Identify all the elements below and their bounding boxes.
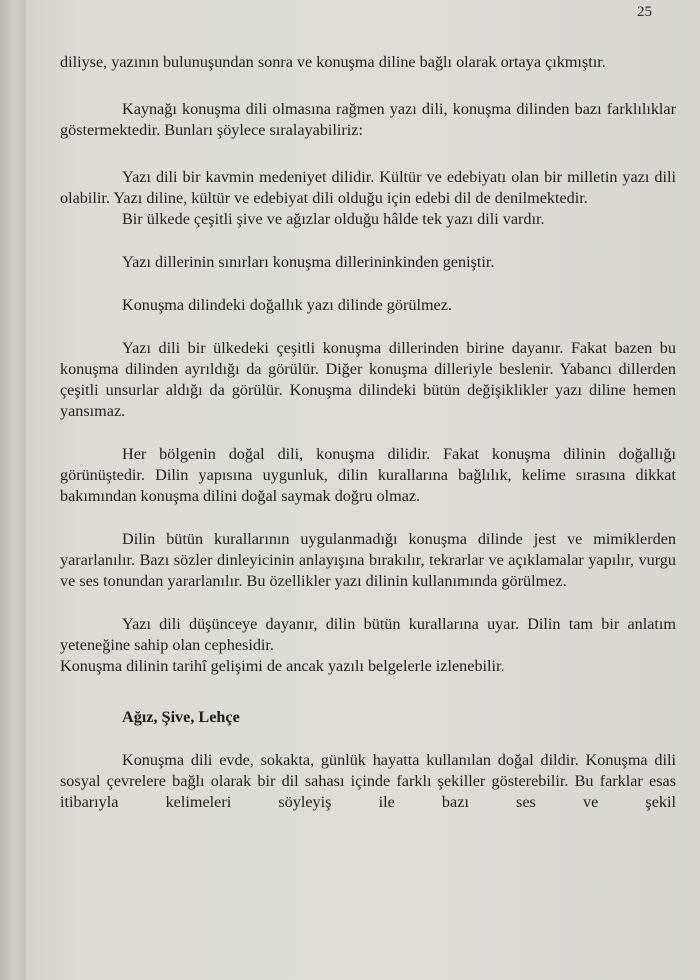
book-page — [26, 0, 700, 980]
paragraph-single-written: Bir ülkede çeşitli şive ve ağızlar olduğu hâlde tek yazı dili vardır. — [122, 210, 545, 228]
page-number: 25 — [637, 4, 652, 20]
paragraph-intro: Kaynağı konuşma dili olmasına rağmen yazı dili, konuşma dilinden bazı farklılıklar göstermektedir. Bunları şöylece sıralayabiliriz: — [60, 100, 676, 139]
paragraph-history: Konuşma dilinin tarihî gelişimi de ancak yazılı belgelerle izlenebilir. — [60, 657, 505, 675]
paragraph-gestures: Dilin bütün kurallarının uygulanmadığı konuşma dilinde jest ve mimiklerden yararlanılır. Bazı sözler dinleyicinin anlayışına bırakılır, tekrarlar ve açıklamalar yapılır, vurgu ve ses tonundan yararlanılır. Bu özellikler yazı dilinin kullanımında görülmez. — [60, 530, 676, 590]
paragraph-thought: Yazı dili düşünceye dayanır, dilin bütün kurallarına uyar. Dilin tam bir anlatım yeteneğine sahip olan cephesidir. — [60, 615, 676, 654]
paragraph-civilization: Yazı dili bir kavmin medeniyet dilidir. Kültür ve edebiyatı olan bir milletin yazı dili olabilir. Yazı diline, kültür ve edebiyat dili olduğu için edebi dil de denilmektedir. — [60, 168, 676, 207]
facing-page-edge — [0, 0, 27, 980]
section-heading: Ağız, Şive, Lehçe — [122, 708, 240, 726]
paragraph-spoken-basis: Yazı dili bir ülkedeki çeşitli konuşma dillerinden birine dayanır. Fakat bazen bu konuşma dilinden ayrıldığı da görülür. Diğer konuşma dilleriyle beslenir. Yabancı dillerden çeşitli unsurlar aldığı da görülür. Konuşma dilindeki bütün değişiklikler yazı diline hemen yansımaz. — [60, 339, 676, 420]
page-body — [60, 52, 676, 813]
paragraph-naturalness: Konuşma dilindeki doğallık yazı dilinde görülmez. — [122, 296, 452, 314]
paragraph-boundaries: Yazı dillerinin sınırları konuşma dillerininkinden geniştir. — [122, 253, 495, 271]
paragraph-continuation: diliyse, yazının bulunuşundan sonra ve konuşma diline bağlı olarak ortaya çıkmıştır. — [60, 53, 606, 71]
paragraph-regional: Her bölgenin doğal dili, konuşma dilidir. Fakat konuşma dilinin doğallığı görünüştedir. Dilin yapısına uygunluk, dilin kurallarına bağlılık, kelime sırasına dikkat bakımından konuşma dilini doğal saymak doğru olmaz. — [60, 445, 676, 505]
paragraph-spoken-definition: Konuşma dili evde, sokakta, günlük hayatta kullanılan doğal dildir. Konuşma dili sosyal çevrelere bağlı olarak bir dil sahası içinde farklı şekiller gösterebilir. Bu farklar esas itibarıyla kelimeleri söyleyiş ile bazı ses ve şekil — [60, 751, 676, 811]
